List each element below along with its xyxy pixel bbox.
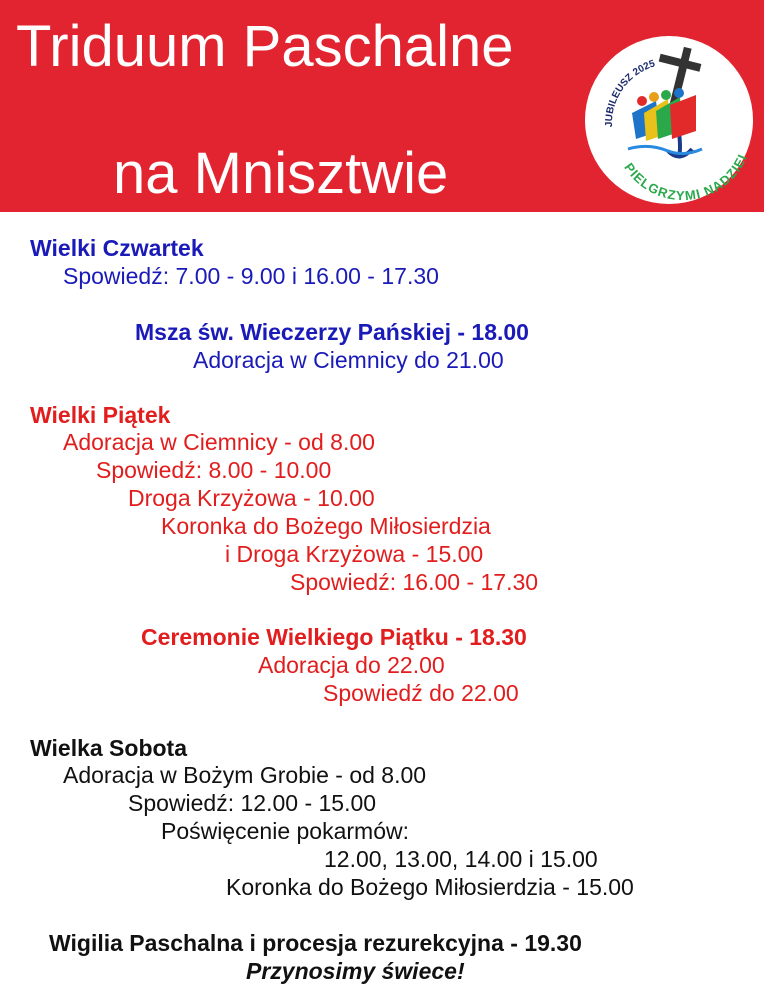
saturday-line: 12.00, 13.00, 14.00 i 15.00 <box>324 846 598 872</box>
jubilee-logo <box>584 35 754 205</box>
vigil-title: Wigilia Paschalna i procesja rezurekcyjna - 19.30 <box>49 930 582 956</box>
friday-line: Spowiedź: 8.00 - 10.00 <box>96 457 332 483</box>
thursday-heading: Wielki Czwartek <box>30 235 204 261</box>
title-line-2: na Mnisztwie <box>113 141 449 206</box>
logo-top-text: JUBILEUSZ 2025 <box>603 58 657 128</box>
friday-line: Droga Krzyżowa - 10.00 <box>128 485 375 511</box>
saturday-line: Spowiedź: 12.00 - 15.00 <box>128 790 377 816</box>
friday-ceremony: Ceremonie Wielkiego Piątku - 18.30 <box>141 624 527 650</box>
friday-line: Koronka do Bożego Miłosierdzia <box>161 513 491 539</box>
vigil-note: Przynosimy świece! <box>246 958 465 984</box>
saturday-heading: Wielka Sobota <box>30 735 187 761</box>
title-line-1: Triduum Paschalne <box>16 14 514 79</box>
friday-heading: Wielki Piątek <box>30 402 171 428</box>
thursday-confession: Spowiedź: 7.00 - 9.00 i 16.00 - 17.30 <box>63 263 439 289</box>
logo-bottom-text: PIELGRZYMI NADZIEI <box>621 151 751 204</box>
saturday-line: Koronka do Bożego Miłosierdzia - 15.00 <box>226 874 634 900</box>
friday-confession: Spowiedź do 22.00 <box>323 680 519 706</box>
header-banner <box>0 0 764 212</box>
friday-line: Spowiedź: 16.00 - 17.30 <box>290 569 539 595</box>
thursday-mass: Msza św. Wieczerzy Pańskiej - 18.00 <box>135 319 529 345</box>
friday-adoration: Adoracja do 22.00 <box>258 652 445 678</box>
friday-line: i Droga Krzyżowa - 15.00 <box>225 541 484 567</box>
thursday-adoration: Adoracja w Ciemnicy do 21.00 <box>193 347 504 373</box>
saturday-line: Adoracja w Bożym Grobie - od 8.00 <box>63 762 427 788</box>
saturday-line: Poświęcenie pokarmów: <box>161 818 410 844</box>
friday-line: Adoracja w Ciemnicy - od 8.00 <box>63 429 375 455</box>
